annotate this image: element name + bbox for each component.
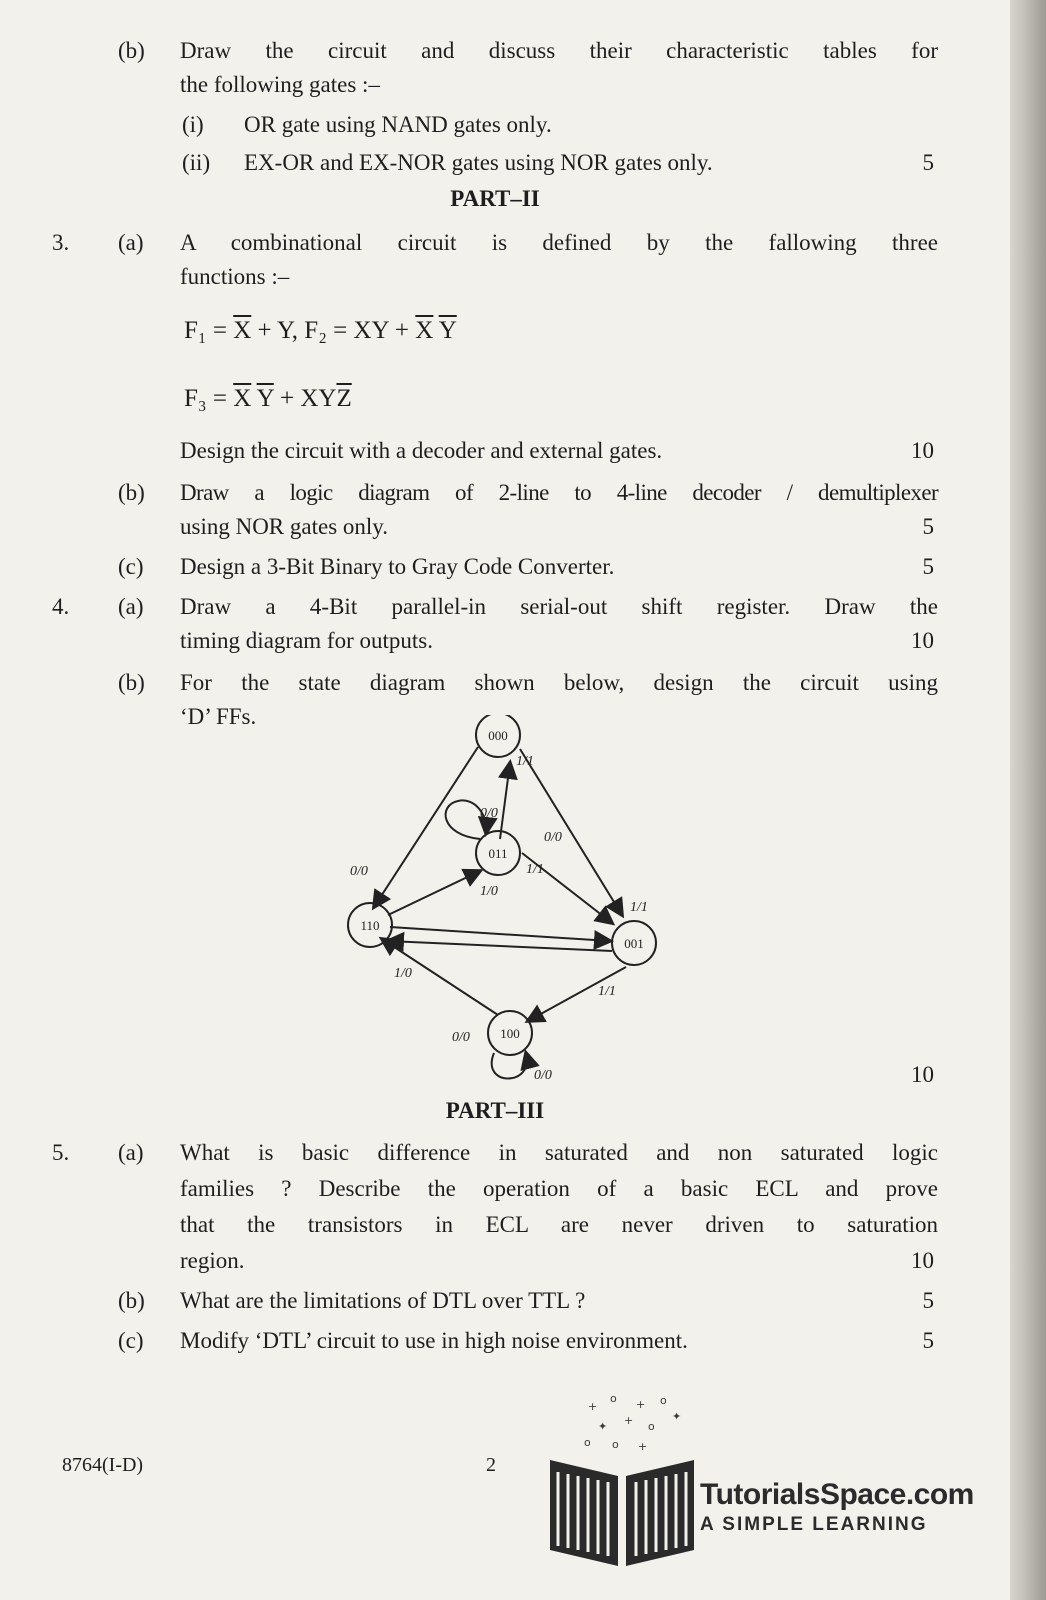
q4-number: 4. [52,594,70,619]
q2b-label: (b) [118,38,145,63]
edge-label: 1/1 [516,754,534,769]
q2b-i-text: OR gate using NAND gates only. [244,112,552,137]
q2b-ii-label: (ii) [182,150,211,175]
edge-label: 1/1 [598,984,616,999]
edge-label: 0/0 [452,1030,470,1045]
q4a-marks: 10 [911,628,934,653]
svg-text:o: o [584,1436,591,1449]
q5a-line1: What is basic difference in saturated and non saturated logic [180,1140,938,1165]
svg-text:✦: ✦ [598,1420,608,1433]
q3a-label: (a) [118,230,144,255]
q5a-marks: 10 [911,1248,934,1273]
svg-text:o: o [610,1392,617,1405]
svg-text:+: + [636,1398,646,1411]
q3c-text: Design a 3-Bit Binary to Gray Code Converter. [180,554,615,579]
q5a-line4: region. [180,1248,245,1273]
q5c-text: Modify ‘DTL’ circuit to use in high noise environment. [180,1328,688,1353]
q3a-marks: 10 [911,438,934,463]
q4a-line1: Draw a 4-Bit parallel-in serial-out shift register. Draw the [180,594,938,619]
footer-page-number: 2 [486,1454,496,1476]
edge-label: 0/0 [544,830,562,845]
q3-number: 3. [52,230,70,255]
edge-label: 1/1 [526,862,544,877]
state-110: 110 [360,918,380,933]
edge-110-011 [388,871,480,915]
state-diagram [330,715,670,1095]
q3a-line1: A combinational circuit is defined by the fallowing three [180,230,938,255]
q4b-marks: 10 [911,1062,934,1087]
q5c-marks: 5 [922,1328,934,1353]
edge-110-001 [390,927,610,941]
q4a-label: (a) [118,594,144,619]
self-loop-100 [492,1053,527,1079]
q4b-line1: For the state diagram shown below, design the circuit using [180,670,938,695]
brand-tagline: A SIMPLE LEARNING [700,1514,928,1535]
svg-text:+: + [588,1400,598,1413]
q5a-line3: that the transistors in ECL are never driven to saturation [180,1212,938,1237]
edge-label: 0/0 [350,864,368,879]
edge-label: 1/1 [630,900,648,915]
brand-block [700,1478,974,1536]
q5c-label: (c) [118,1328,144,1353]
edge-label: 1/0 [394,966,412,981]
q2b-ii-text: EX-OR and EX-NOR gates using NOR gates only. [244,150,713,175]
q5b-marks: 5 [922,1288,934,1313]
q3b-label: (b) [118,480,145,505]
part2-heading: PART–II [450,186,540,211]
q3b-line1: Draw a logic diagram of 2-line to 4-line decoder / demultiplexer [180,480,938,505]
state-100: 100 [500,1026,520,1041]
svg-text:✦: ✦ [672,1410,682,1423]
q4b-label: (b) [118,670,145,695]
part3-heading: PART–III [445,1098,545,1123]
brand-name: TutorialsSpace.com [700,1478,974,1511]
q3a-line3: Design the circuit with a decoder and external gates. [180,438,663,463]
state-001: 001 [624,936,644,951]
footer-code: 8764(I-D) [62,1454,144,1476]
q5a-label: (a) [118,1140,144,1165]
q2b-line2: the following gates :– [180,72,380,97]
state-000: 000 [488,728,508,743]
q2b-marks: 5 [922,150,934,175]
q5-number: 5. [52,1140,70,1165]
svg-text:o: o [612,1438,619,1451]
book-logo-icon [548,1390,698,1570]
edge-label: 0/0 [480,806,498,821]
q5a-line2: families ? Describe the operation of a basic ECL and prove [180,1176,938,1201]
svg-text:o: o [660,1394,667,1407]
svg-text:+: + [624,1414,634,1427]
q2b-i-label: (i) [182,112,204,137]
q3b-marks: 5 [922,514,934,539]
svg-text:o: o [648,1420,655,1433]
q5b-label: (b) [118,1288,145,1313]
q3c-label: (c) [118,554,144,579]
edge-001-110 [388,941,612,951]
edge-label: 0/0 [534,1068,552,1083]
svg-text:+: + [638,1440,648,1453]
edge-label: 1/0 [480,884,498,899]
q3c-marks: 5 [922,554,934,579]
q4a-line2: timing diagram for outputs. [180,628,433,653]
equation-f1-f2: $F_1 = \overline{X} + Y$, F₂ = XY + $\overline{X}$ $\overline{Y}$ [184,317,457,344]
q4b-line2: ‘D’ FFs. [180,704,257,729]
state-011: 011 [488,846,508,861]
q5b-text: What are the limitations of DTL over TTL ? [180,1288,586,1313]
q3b-line2: using NOR gates only. [180,514,389,539]
page-edge-shadow [1010,0,1046,1600]
edge-011-000 [500,763,510,839]
equation-f3: $F_3 = \overline{X}$ $\overline{Y} + XY\overline{Z}$ [184,385,352,412]
edge-000-110 [374,747,478,907]
q3a-line2: functions :– [180,264,290,289]
q2b-line1: Draw the circuit and discuss their characteristic tables for [180,38,938,63]
